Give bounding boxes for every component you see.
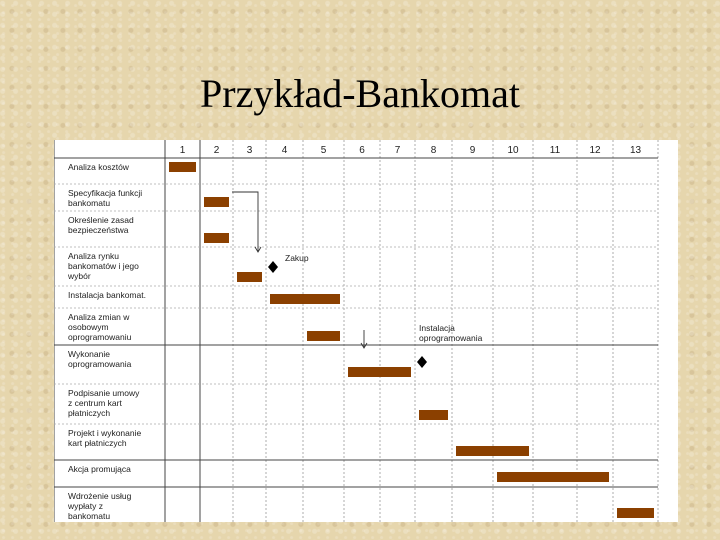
task-bar xyxy=(270,294,340,304)
task-label: bezpieczeństwa xyxy=(68,225,129,235)
gantt-chart xyxy=(54,140,678,522)
gantt-chart-panel xyxy=(54,140,678,522)
task-label: Analiza zmian w xyxy=(68,312,130,322)
task-label: z centrum kart xyxy=(68,398,122,408)
task-bar xyxy=(307,331,340,341)
task-label: Określenie zasad xyxy=(68,215,134,225)
task-label: Wykonanie xyxy=(68,349,110,359)
milestone-label: Instalacja xyxy=(419,323,455,333)
task-label: Wdrożenie usług xyxy=(68,491,132,501)
task-label: Analiza kosztów xyxy=(68,162,129,172)
task-bar xyxy=(204,197,229,207)
task-label: Instalacja bankomat. xyxy=(68,290,146,300)
task-bar xyxy=(348,367,411,377)
column-header: 4 xyxy=(281,145,288,156)
column-header: 1 xyxy=(179,145,186,156)
task-bar xyxy=(419,410,448,420)
task-label: oprogramowaniu xyxy=(68,332,132,342)
task-label: wypłaty z xyxy=(68,501,103,511)
column-header: 3 xyxy=(246,145,253,156)
task-label: Akcja promująca xyxy=(68,464,131,474)
task-label: płatniczych xyxy=(68,408,111,418)
task-label: Specyfikacja funkcji xyxy=(68,188,143,198)
milestone-diamond xyxy=(268,261,278,273)
task-label: wybór xyxy=(68,271,91,281)
task-bar xyxy=(497,472,609,482)
column-header: 6 xyxy=(359,145,365,156)
task-bar xyxy=(204,233,229,243)
task-label: bankomatów i jego xyxy=(68,261,139,271)
column-header: 11 xyxy=(549,145,561,156)
task-label: Analiza rynku xyxy=(68,251,120,261)
task-label: oprogramowania xyxy=(68,359,132,369)
task-label: osobowym xyxy=(68,322,109,332)
column-header: 8 xyxy=(430,145,437,156)
task-label: bankomatu xyxy=(68,511,111,521)
task-bar xyxy=(237,272,262,282)
column-header: 7 xyxy=(394,145,401,156)
task-bar xyxy=(617,508,654,518)
dependency-arrow xyxy=(232,192,258,252)
task-bar xyxy=(456,446,529,456)
column-header: 9 xyxy=(469,145,476,156)
milestone-label: oprogramowania xyxy=(419,333,483,343)
task-bar xyxy=(169,162,196,172)
milestone-label: Zakup xyxy=(285,253,309,263)
task-label: Podpisanie umowy xyxy=(68,388,140,398)
column-header: 13 xyxy=(629,145,642,156)
column-header: 2 xyxy=(213,145,220,156)
milestone-diamond xyxy=(417,356,427,368)
slide-title: Przykład-Bankomat xyxy=(200,71,520,116)
task-label: kart płatniczych xyxy=(68,438,127,448)
task-label: Projekt i wykonanie xyxy=(68,428,142,438)
column-header: 12 xyxy=(589,145,601,156)
column-header: 5 xyxy=(320,145,327,156)
column-header: 10 xyxy=(507,145,519,156)
task-label: bankomatu xyxy=(68,198,111,208)
